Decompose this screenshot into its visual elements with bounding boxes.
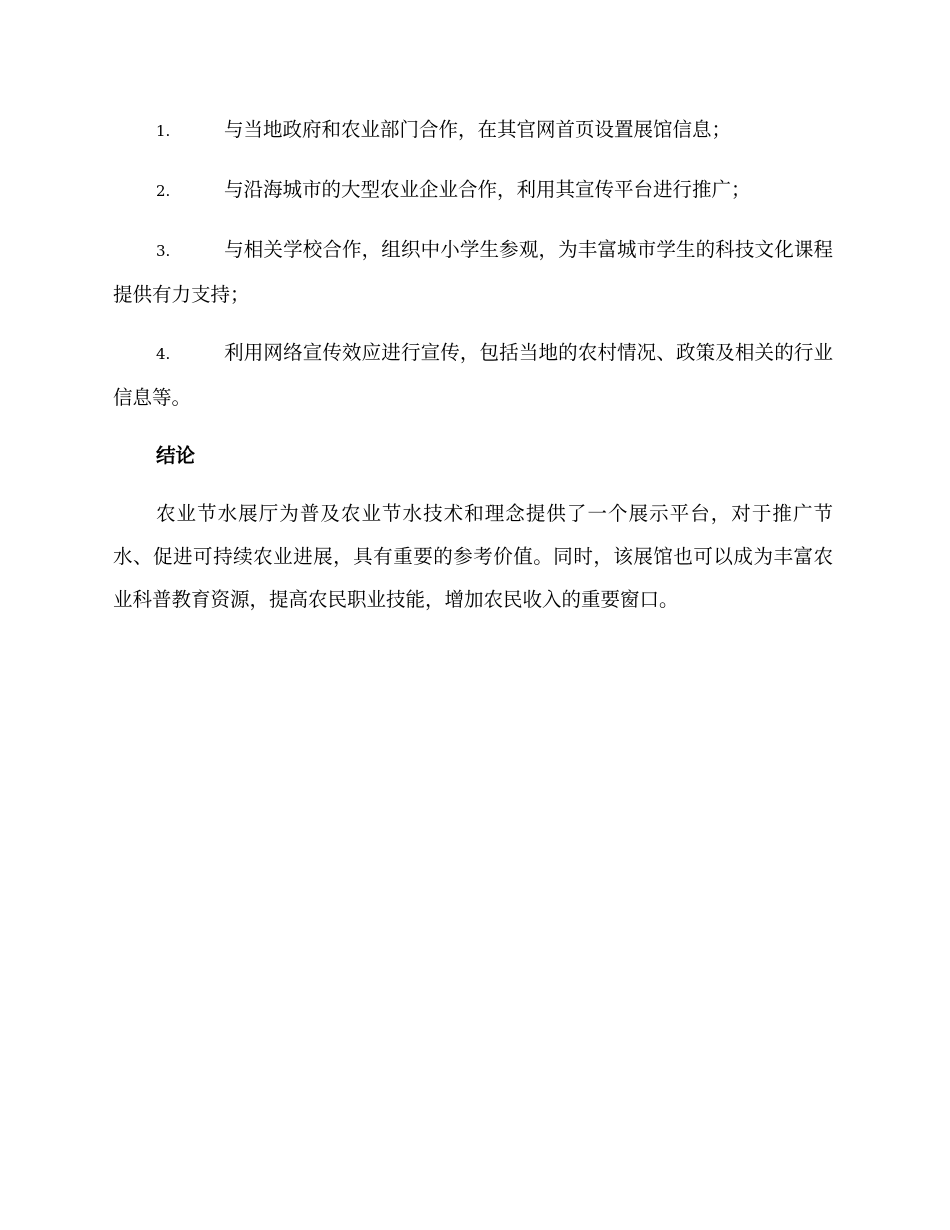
list-number: 2. bbox=[156, 182, 171, 200]
list-text: 利用网络宣传效应进行宣传，包括当地的农村情况、政策及相关的行业信息等。 bbox=[113, 341, 833, 409]
list-number: 4. bbox=[156, 345, 171, 363]
list-text: 与当地政府和农业部门合作，在其官网首页设置展馆信息； bbox=[224, 118, 732, 141]
conclusion-paragraph: 农业节水展厅为普及农业节水技术和理念提供了一个展示平台，对于推广节水、促进可持续农业进展，具有重要的参考价值。同时，该展馆也可以成为丰富农业科普教育资源，提高农民职业技能，增加农民收入的重要窗口。 bbox=[113, 502, 833, 611]
list-item-4 bbox=[113, 331, 833, 419]
list-item-1 bbox=[113, 108, 833, 153]
section-heading-conclusion: 结论 bbox=[156, 444, 196, 467]
document-body bbox=[113, 108, 833, 621]
list-text: 与沿海城市的大型农业企业合作，利用其宣传平台进行推广； bbox=[224, 178, 751, 201]
list-number: 1. bbox=[156, 122, 171, 140]
list-number: 3. bbox=[156, 242, 171, 260]
list-item-2 bbox=[113, 168, 833, 213]
list-item-3 bbox=[113, 228, 833, 316]
list-text: 与相关学校合作，组织中小学生参观，为丰富城市学生的科技文化课程提供有力支持； bbox=[113, 238, 833, 306]
